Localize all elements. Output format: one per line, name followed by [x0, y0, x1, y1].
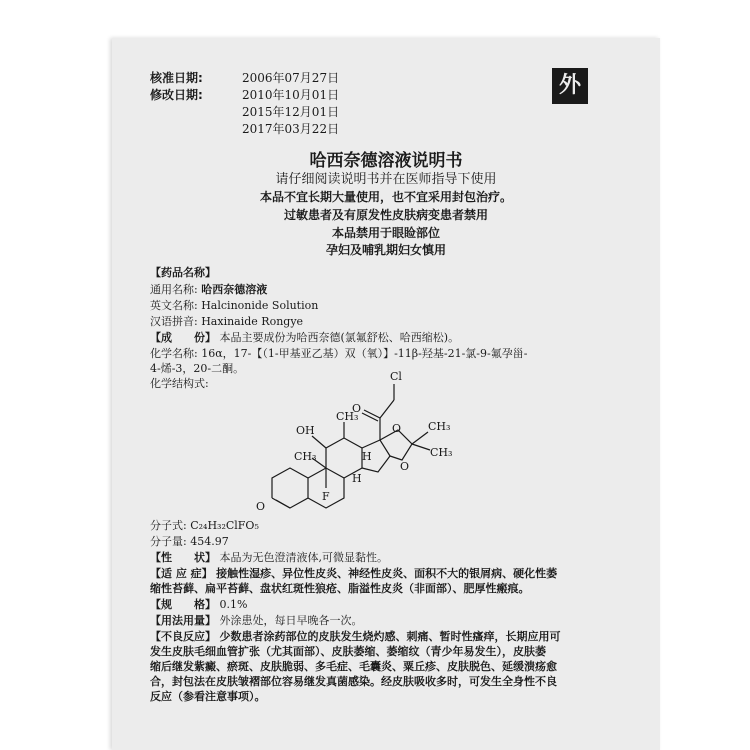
chem-name-row: [150, 347, 527, 361]
chem-name-label: 化学名称:: [150, 347, 198, 360]
revision-date-row: [150, 87, 339, 104]
spec-label: 【规 格】: [150, 598, 216, 611]
revision-date-blank-2: [150, 121, 242, 138]
composition-value: 本品主要成份为哈西奈德(氯氟舒松、哈西缩松)。: [219, 331, 460, 344]
o-label-2: O: [400, 460, 410, 473]
generic-name-row: [150, 283, 267, 297]
carbonyl-o-label: O: [352, 402, 362, 415]
adverse-row: [150, 630, 561, 644]
revision-date-label: 修改日期:: [150, 88, 203, 102]
composition-row: [150, 331, 459, 345]
adverse-line2: 发生皮肤毛细血管扩张（尤其面部）、皮肤萎缩、萎缩纹（青少年易发生），皮肤萎: [150, 645, 546, 658]
composition-label: 【成 份】: [150, 331, 216, 344]
document-subtitle: 请仔细阅读说明书并在医师指导下使用: [275, 172, 497, 187]
generic-name-value: 哈西奈德溶液: [201, 283, 268, 296]
adverse-line4: 合，封包法在皮肤皱褶部位容易继发真菌感染。经皮肤吸收多时，可发生全身性不良: [150, 675, 557, 688]
indications-row: [150, 567, 557, 581]
adverse-line1: 少数患者涂药部位的皮肤发生烧灼感、刺痛、暂时性瘙痒，长期应用可: [219, 630, 561, 643]
chemical-structure: [252, 360, 452, 530]
adverse-line5: 反应（参看注意事项）。: [150, 690, 266, 703]
usage-row: [150, 614, 363, 628]
ketone-o-label: O: [256, 500, 266, 513]
methyl-bond-2: [412, 444, 430, 450]
revision-date-row-3: [150, 121, 339, 138]
oh-label: OH: [296, 424, 315, 437]
ketone-double-bond: [276, 500, 290, 508]
properties-label: 【性 状】: [150, 551, 216, 564]
spec-value: 0.1%: [219, 598, 248, 611]
ch3-label-2: CH₃: [430, 446, 452, 459]
ring-a: [272, 468, 308, 508]
approval-date-label: 核准日期:: [150, 71, 203, 85]
usage-value: 外涂患处，每日早晚各一次。: [219, 614, 363, 627]
indications-label: 【适 应 症】: [150, 567, 213, 580]
revision-date-blank: [150, 104, 242, 121]
revision-date-value-3: 2017年03月22日: [242, 122, 340, 136]
pinyin-label: 汉语拼音:: [150, 315, 198, 328]
english-name-value: Halcinonide Solution: [201, 299, 319, 312]
structure-labels: [256, 370, 452, 513]
approval-date-value: 2006年07月27日: [242, 71, 340, 85]
f-label: F: [322, 490, 330, 503]
properties-row: [150, 551, 388, 565]
methyl-bond-1: [412, 432, 428, 444]
document-title: 哈西奈德溶液说明书: [309, 151, 463, 171]
external-use-badge: 外: [552, 68, 588, 104]
formula-value: C₂₄H₃₂ClFO₅: [190, 519, 259, 532]
formula-label: 分子式:: [150, 519, 187, 532]
revision-date-row-2: [150, 104, 339, 121]
generic-name-label: 通用名称:: [150, 283, 198, 296]
ch3-label-3: CH₃: [336, 410, 359, 423]
approval-date-row: [150, 70, 339, 87]
properties-value: 本品为无色澄清液体,可微显黏性。: [219, 551, 388, 564]
english-name-row: [150, 299, 318, 313]
pinyin-row: [150, 315, 303, 329]
weight-row: [150, 535, 229, 549]
carbonyl-double: [362, 413, 378, 421]
warning-2: 过敏患者及有原发性皮肤病变患者禁用: [283, 208, 488, 222]
english-name-label: 英文名称:: [150, 299, 198, 312]
weight-value: 454.97: [190, 535, 229, 548]
adverse-label: 【不良反应】: [150, 630, 216, 643]
formula-row: [150, 519, 259, 533]
indications-line2: 缩性苔藓、扁平苔藓、盘状红斑性狼疮、脂溢性皮炎（非面部）、肥厚性瘢痕。: [150, 582, 530, 595]
h-label-2: H: [362, 450, 372, 463]
h-label-1: H: [352, 472, 362, 485]
chem-structure-label: 化学结构式:: [150, 377, 209, 390]
chem-name-line1: 16α，17-【（1-甲基亚乙基）双（氧）】-11β-羟基-21-氯-9-氟孕甾-: [201, 347, 528, 360]
chem-name-line2: 4-烯-3，20-二酮。: [150, 362, 245, 375]
weight-label: 分子量:: [150, 535, 187, 548]
pinyin-value: Haxinaide Rongye: [201, 315, 304, 328]
carbonyl-bond: [364, 410, 380, 418]
adverse-line3: 缩后继发紫癜、瘀斑、皮肤脆弱、多毛症、毛囊炎、粟丘疹、皮肤脱色、延缓溃疡愈: [150, 660, 557, 673]
indications-line1: 接触性湿疹、异位性皮炎、神经性皮炎、面积不大的银屑病、硬化性萎: [216, 567, 558, 580]
ch3-label-4: CH₃: [294, 450, 317, 463]
hydroxyl-bond: [312, 436, 326, 448]
cl-label: Cl: [390, 370, 402, 383]
warning-1: 本品不宜长期大量使用，也不宜采用封包治疗。: [259, 190, 512, 204]
usage-label: 【用法用量】: [150, 614, 216, 627]
ch3-label-1: CH₃: [428, 420, 451, 433]
drug-name-header: 【药品名称】: [150, 266, 216, 279]
warning-3: 本品禁用于眼睑部位: [331, 226, 440, 240]
o-label-1: O: [392, 422, 402, 435]
spec-row: [150, 598, 247, 612]
leaflet-paper: [112, 38, 660, 750]
structure-bonds: [272, 384, 430, 508]
revision-date-value-2: 2015年12月01日: [242, 105, 340, 119]
chloromethyl-bond: [380, 400, 394, 418]
warning-4: 孕妇及哺乳期妇女慎用: [325, 243, 446, 257]
dates-block: [150, 70, 339, 138]
revision-date-value: 2010年10月01日: [242, 88, 340, 102]
